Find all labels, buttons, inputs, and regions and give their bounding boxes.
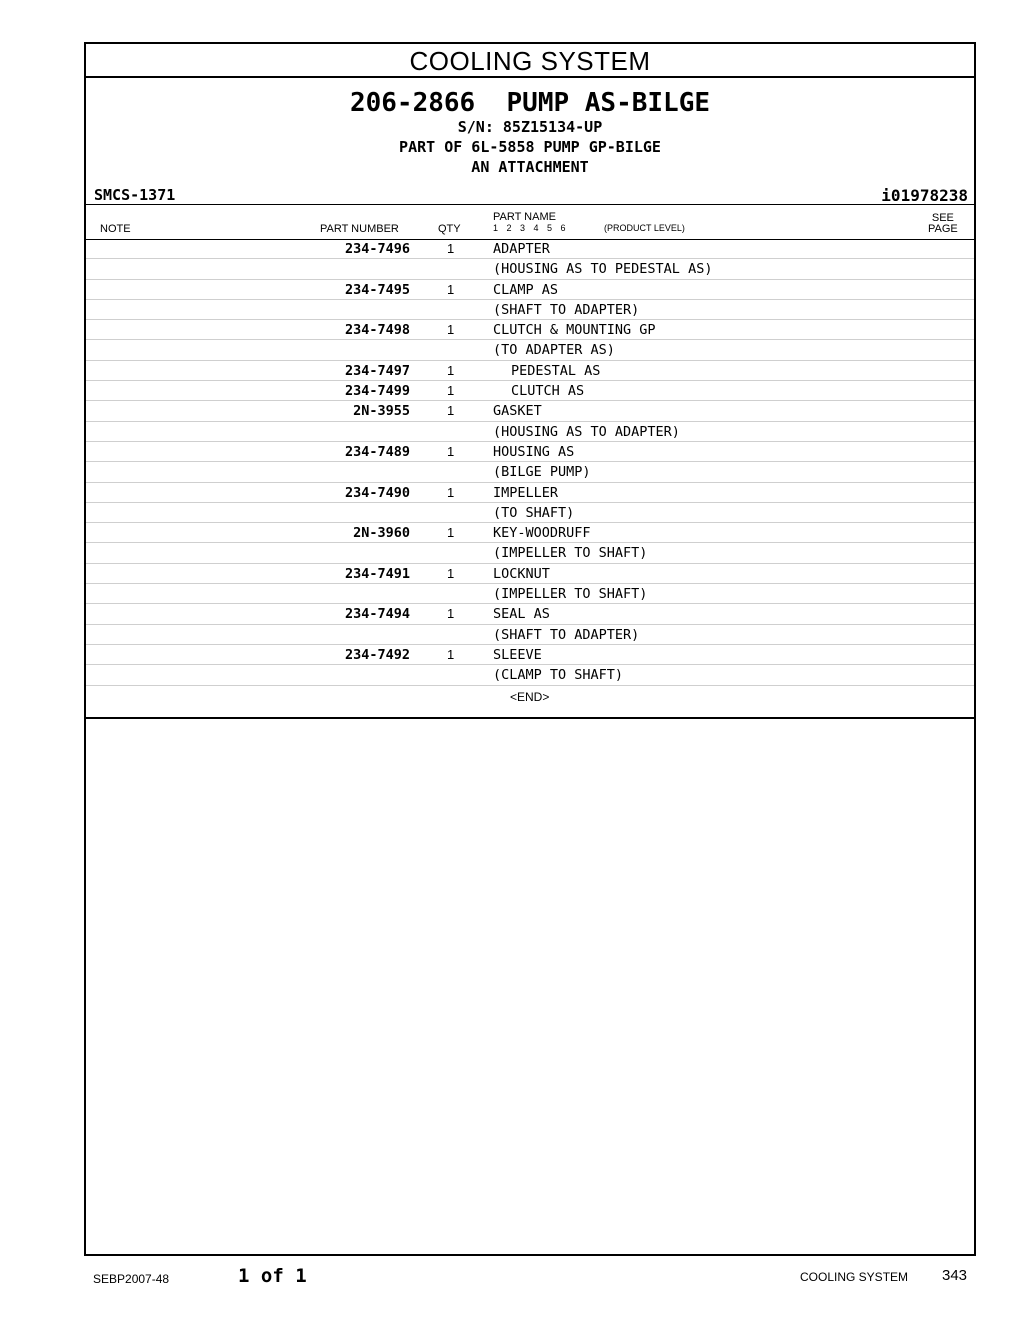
table-row	[86, 320, 974, 340]
page-frame	[84, 42, 976, 1256]
part-name: (IMPELLER TO SHAFT)	[493, 545, 648, 562]
table-row	[86, 259, 974, 279]
quantity: 1	[447, 362, 455, 378]
column-page: PAGE	[928, 223, 958, 235]
part-name: KEY-WOODRUFF	[493, 525, 591, 542]
part-number: 234-7497	[344, 362, 410, 379]
part-number: 234-7498	[344, 322, 410, 339]
quantity: 1	[447, 646, 455, 662]
part-name: (IMPELLER TO SHAFT)	[493, 586, 648, 603]
part-name: GASKET	[493, 403, 542, 420]
part-number: 234-7491	[344, 565, 410, 582]
table-row	[86, 239, 974, 259]
part-name: (CLAMP TO SHAFT)	[493, 667, 624, 684]
column-note: NOTE	[100, 223, 131, 235]
table-row	[86, 381, 974, 401]
section-title: COOLING SYSTEM	[86, 44, 974, 78]
part-number: 234-7495	[344, 281, 410, 298]
smcs-code: SMCS-1371	[94, 186, 176, 204]
part-name: IMPELLER	[493, 484, 559, 501]
table-row	[86, 361, 974, 381]
page-of: 1 of 1	[238, 1265, 307, 1287]
attachment-line: AN ATTACHMENT	[471, 158, 589, 176]
part-name: (TO ADAPTER AS)	[493, 342, 615, 359]
column-see-page	[928, 213, 958, 235]
part-name: (SHAFT TO ADAPTER)	[493, 626, 640, 643]
part-number: 234-7489	[344, 443, 410, 460]
part-name: PEDESTAL AS	[511, 362, 601, 379]
table-row	[86, 442, 974, 462]
column-part-number: PART NUMBER	[320, 223, 399, 235]
footer-section: COOLING SYSTEM	[800, 1270, 909, 1284]
table-row	[86, 280, 974, 300]
table-row	[86, 300, 974, 320]
part-name: (TO SHAFT)	[493, 504, 575, 521]
column-part-name: PART NAME	[493, 211, 556, 223]
quantity: 1	[447, 443, 455, 459]
document-code: SEBP2007-48	[93, 1272, 170, 1286]
illustration-id: i01978238	[881, 186, 968, 205]
part-name: ADAPTER	[493, 241, 550, 257]
quantity: 1	[447, 281, 455, 297]
table-row	[86, 523, 974, 543]
column-header	[86, 204, 974, 240]
part-name: CLUTCH & MOUNTING GP	[493, 322, 656, 339]
parts-table	[86, 239, 974, 708]
quantity: 1	[447, 484, 455, 500]
part-name: SEAL AS	[493, 606, 550, 623]
table-row	[86, 645, 974, 665]
column-levels: 1 2 3 4 5 6	[493, 223, 566, 233]
quantity: 1	[447, 525, 455, 541]
table-row	[86, 483, 974, 503]
part-number: 234-7496	[344, 241, 410, 257]
table-row	[86, 564, 974, 584]
part-name: SLEEVE	[493, 646, 542, 663]
column-qty: QTY	[438, 223, 461, 235]
part-name: LOCKNUT	[493, 565, 550, 582]
table-row	[86, 604, 974, 624]
part-name: HOUSING AS	[493, 443, 575, 460]
parts-header	[86, 78, 974, 206]
table-row	[86, 543, 974, 563]
part-number: 234-7494	[344, 606, 410, 623]
part-of-line: PART OF 6L-5858 PUMP GP-BILGE	[399, 138, 661, 156]
assembly-part-name: PUMP AS-BILGE	[506, 88, 711, 118]
end-row	[86, 686, 974, 708]
quantity: 1	[447, 322, 455, 338]
quantity: 1	[447, 606, 455, 622]
assembly-title	[86, 88, 974, 118]
quantity: 1	[447, 403, 455, 419]
table-row	[86, 401, 974, 421]
end-marker: <END>	[510, 689, 550, 704]
table-row	[86, 503, 974, 523]
table-row	[86, 665, 974, 685]
page-number: 343	[942, 1267, 968, 1284]
part-number: 234-7490	[344, 484, 410, 501]
part-number: 2N-3960	[353, 525, 410, 542]
part-name: (HOUSING AS TO PEDESTAL AS)	[493, 261, 713, 278]
quantity: 1	[447, 565, 455, 581]
part-number: 234-7492	[344, 646, 410, 663]
part-number: 2N-3955	[353, 403, 410, 420]
table-row	[86, 462, 974, 482]
part-name: CLAMP AS	[493, 281, 559, 298]
part-number: 234-7499	[344, 383, 410, 400]
column-product-level: (PRODUCT LEVEL)	[604, 223, 685, 233]
part-name: (BILGE PUMP)	[493, 464, 591, 481]
assembly-part-number: 206-2866	[349, 88, 476, 118]
part-name: (SHAFT TO ADAPTER)	[493, 301, 640, 318]
part-name: (HOUSING AS TO ADAPTER)	[493, 423, 680, 440]
quantity: 1	[447, 383, 455, 399]
table-row	[86, 625, 974, 645]
table-row	[86, 422, 974, 442]
table-bottom-rule	[86, 717, 974, 719]
column-see: SEE	[931, 212, 954, 224]
table-row	[86, 340, 974, 360]
table-row	[86, 584, 974, 604]
serial-number: S/N: 85Z15134-UP	[457, 118, 603, 136]
part-name: CLUTCH AS	[511, 383, 585, 400]
quantity: 1	[447, 241, 455, 256]
